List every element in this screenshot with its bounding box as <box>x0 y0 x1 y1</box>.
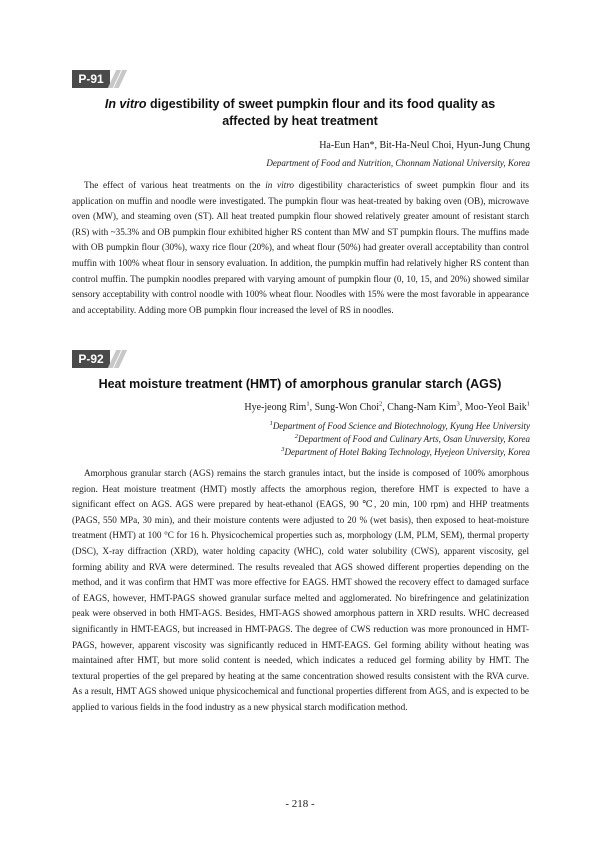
affiliation-sup: 3 <box>281 446 285 453</box>
abstract-badge <box>72 350 122 368</box>
title-line-2: affected by heat treatment <box>222 114 378 128</box>
affiliation <box>270 420 530 433</box>
author-sup: 2 <box>379 400 383 408</box>
abstract-title: Heat moisture treatment (HMT) of amorphous granular starch (AGS) <box>98 377 502 391</box>
body-text-part: digestibility characteristics of sweet pumpkin flour and its application on muffin and noodle were investigated. The pumpkin flour was heat-treated by baking oven (OB), microwave oven (MW), and steaming oven (ST). All heat treated pumpkin flour showed relatively greater amount of resistant starch (RS) with ~35.3% and OB pumpkin flour exhibited higher RS content than MW and ST pumpkin flours. The muffins made with OB pumpkin flour (30%), waxy rice flour (20%), and wheat flour (50%) had greater overall acceptability than control muffin with 100% wheat flour in sensory evaluation. In addition, the pumpkin muffin had relatively higher RS content than control muffin. The pumpkin noodles prepared with varying amount of pumpkin flour (0, 10, 15, and 20%) showed similar sensory acceptability with control noodle with 100% wheat flour. Noodles with 15% were the most favorable in appearance and acceptability. Adding more OB pumpkin flour increased the level of RS in noodles. <box>72 180 529 315</box>
affiliation-text: Department of Food Science and Biotechnology, Kyung Hee University <box>272 421 530 431</box>
author-list: Hye-jeong Rim$^1$, Sung-Won Choi$^2$, Chang-Nam Kim$^3$, Moo-Yeol Baik$^1$ <box>244 400 530 413</box>
badge-label: P-91 <box>72 70 110 88</box>
affiliation: Department of Food and Nutrition, Chonnam National University, Korea <box>266 158 530 168</box>
abstract-body <box>72 178 529 318</box>
abstract-badge <box>72 70 122 88</box>
author-name: Moo-Yeol Baik <box>464 402 527 413</box>
author-list: Ha-Eun Han*, Bit-Ha-Neul Choi, Hyun-Jung Chung <box>319 140 530 151</box>
abstract-title <box>60 96 540 130</box>
affiliation-sup: 1 <box>269 420 273 427</box>
author-sup: 3 <box>456 400 460 408</box>
author-sup: 1 <box>526 400 530 408</box>
affiliation-sup: 2 <box>294 433 298 440</box>
title-line-1 <box>60 96 540 113</box>
affiliation <box>281 446 530 459</box>
body-text-part: The effect of various heat treatments on the <box>84 180 266 190</box>
title-italic-term: In vitro <box>104 97 147 111</box>
title-line-1-rest: digestibility of sweet pumpkin flour and its food quality as <box>146 97 496 111</box>
abstract-body: Amorphous granular starch (AGS) remains the starch granules intact, but the inside is composed of 100% amorphous region. Heat moisture treatment (HMT) mostly affects the amorphous region, therefore HMT is expected to have a significant effect on AGS. AGS were prepared by heat-ethanol (EAGS, 90 ℃, 20 min, 100 rpm) and HHP treatments (PAGS, 550 MPa, 30 min), and their moisture contents were adjusted to 20 % (wet basis), then exposed to heat-moisture treatment (HMT) at 100 °C for 16 h. Physicochemical properties such as, morphology (LM, PLM, SEM), thermal property (DSC), X-ray diffraction (XRD), water holding capacity (WHC), cold water solubility (CWS), apparent viscosity, gel forming ability and RVA were determined. The results revealed that AGS showed different properties depending on the method, and it was confirm that HMT was more effective for EAGS. HMT showed the recovery effect to damaged surface of EAGS, however, HMT-PAGS showed granular surface melted and agglomerated. No birefringence and gelatinization peak were observed in both HMT-AGS. Besides, HMT-AGS showed amorphous pattern in XRD results. WHC decreased significantly in HMT-EAGS, but increased in HMT-PAGS. The degree of CWS reduction was more pronounced in HMT-PAGS, however, apparent viscosity was significantly reduced in HMT-EAGS. Gel forming ability without heating was maintained after HMT, but more solid content is needed, which indicates a reduced gel forming ability by HMT. The textural properties of the gel prepared by heating at the same concentration showed results consistent with the RVA curve. As a result, HMT AGS showed unique physicochemical and functional properties different from AGS, and is expected to be applied to various fields in the food industry as a new physical starch modification method. <box>72 468 529 712</box>
affiliation-text: Department of Food and Culinary Arts, Osan Unuversity, Korea <box>298 434 530 444</box>
author-name: Hye-jeong Rim <box>244 402 307 413</box>
author-sup: 1 <box>306 400 310 408</box>
badge-label: P-92 <box>72 350 110 368</box>
author-name: Sung-Won Choi <box>314 402 380 413</box>
body-italic-term: in vitro <box>265 180 295 190</box>
affiliation <box>295 433 530 446</box>
affiliation-text: Department of Hotel Baking Technology, Hyejeon University, Korea <box>284 447 530 457</box>
author-name: Chang-Nam Kim <box>387 402 457 413</box>
page-number: - 218 - <box>285 798 315 810</box>
